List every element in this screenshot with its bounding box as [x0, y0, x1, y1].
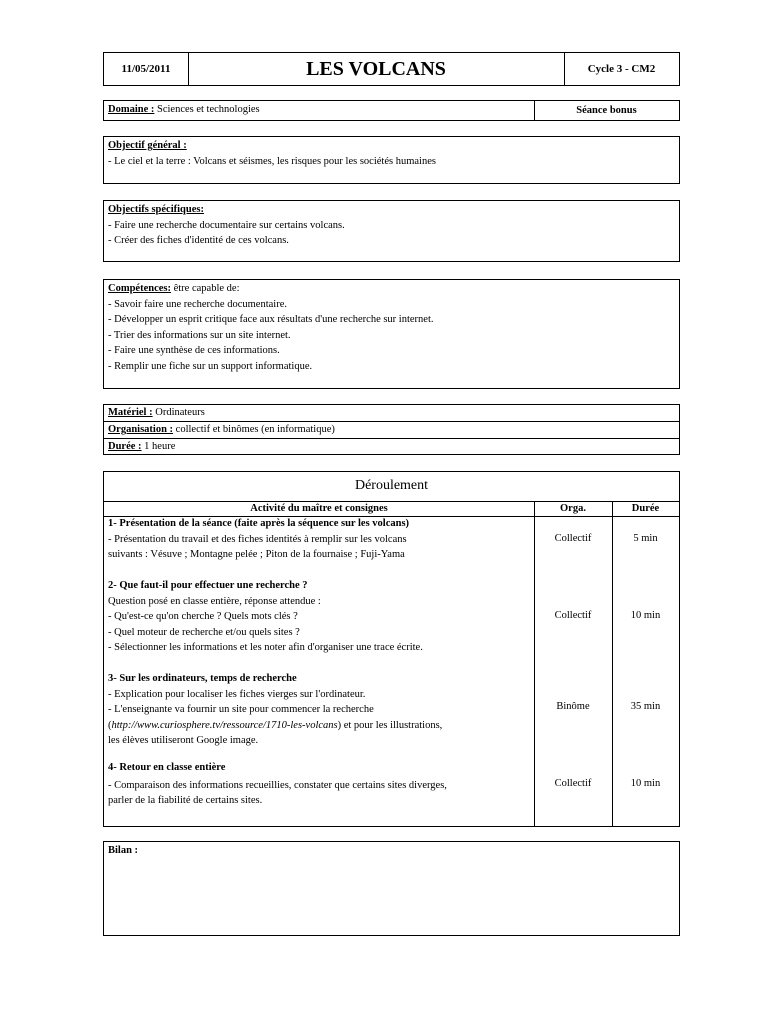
competences-label: Compétences: [108, 283, 171, 294]
cycle-cell [564, 53, 679, 85]
step-line: - L'enseignante va fournir un site pour commencer la recherche [108, 704, 374, 715]
step-line: - Qu'est-ce qu'on cherche ? Quels mots clés ? [108, 611, 298, 622]
link-open: ( [108, 719, 112, 731]
materiel-label: Matériel : [108, 407, 153, 418]
step-title: 4- Retour en classe entière [108, 762, 226, 773]
step-line: suivants : Vésuve ; Montagne pelée ; Piton de la fournaise ; Fuji-Yama [108, 549, 405, 560]
step-line: - Comparaison des informations recueillies, constater que certains sites diverges, [108, 779, 447, 791]
step-4 [108, 760, 532, 809]
competence-line: - Développer un esprit critique face aux résultats d'une recherche sur internet. [108, 314, 434, 325]
title-cell [188, 53, 564, 85]
step-duree: 10 min [630, 610, 661, 621]
step-2 [108, 578, 532, 656]
bilan-label: Bilan : [108, 845, 139, 856]
header-box [103, 52, 680, 86]
domaine-value: Sciences et technologies [154, 104, 260, 115]
step-title: 2- Que faut-il pour effectuer une recherche ? [108, 580, 308, 591]
step-title: 3- Sur les ordinateurs, temps de recherche [108, 673, 297, 684]
step-duree: 10 min [630, 778, 661, 789]
objectif-general-line: - Le ciel et la terre : Volcans et séismes, les risques pour les sociétés humaines [108, 155, 436, 167]
step-line: Question posé en classe entière, réponse attendue : [108, 595, 321, 607]
duree-label: Durée : [108, 441, 142, 452]
competence-line: - Faire une synthèse de ces informations. [108, 345, 280, 356]
duree-value: 1 heure [141, 441, 176, 452]
deroulement-table [103, 471, 680, 827]
column-header-activite: Activité du maître et consignes [250, 503, 388, 514]
deroulement-title: Déroulement [354, 478, 429, 493]
step-line: - Présentation du travail et des fiches identités à remplir sur les volcans [108, 533, 407, 545]
step-orga: Collectif [554, 533, 592, 544]
step-orga: Collectif [554, 610, 592, 621]
step-orga: Collectif [554, 778, 592, 789]
objectif-general-label: Objectif général : [108, 140, 187, 151]
seance: Séance bonus [576, 105, 637, 116]
competences-intro: être capable de: [170, 283, 240, 294]
step-title: 1- Présentation de la séance (faite après la séquence sur les volcans) [108, 518, 410, 529]
competence-line: - Savoir faire une recherche documentaire. [108, 298, 287, 310]
date: 11/05/2011 [121, 63, 171, 75]
divider [104, 438, 679, 439]
step-line: - Explication pour localiser les fiches vierges sur l'ordinateur. [108, 688, 366, 700]
step-line: - Sélectionner les informations et les noter afin d'organiser une trace écrite. [108, 642, 423, 653]
cycle: Cycle 3 - CM2 [587, 63, 656, 75]
seance-cell [534, 101, 679, 120]
step-line: parler de la fiabilité de certains sites. [108, 795, 263, 806]
objectif-specifique-line: - Faire une recherche documentaire sur certains volcans. [108, 219, 345, 231]
objectif-specifique-line: - Créer des fiches d'identité de ces volcans. [108, 235, 289, 246]
step-3 [108, 671, 532, 749]
step-duree: 35 min [630, 701, 661, 712]
objectifs-specifiques-label: Objectifs spécifiques: [108, 204, 204, 215]
resource-link[interactable]: http://www.curiosphere.tv/ressource/1710-les-volcans [111, 719, 338, 731]
step-1 [108, 516, 532, 563]
step-orga: Binôme [556, 701, 590, 712]
organisation-label: Organisation : [108, 424, 174, 435]
column-header-duree: Durée [631, 503, 660, 514]
date-cell [104, 53, 188, 85]
bilan-box [103, 841, 680, 936]
domaine-label: Domaine : [108, 104, 155, 115]
organisation-value: collectif et binômes (en informatique) [173, 424, 335, 435]
link-after: ) et pour les illustrations, [337, 719, 443, 731]
domaine-cell [108, 101, 533, 120]
step-duree: 5 min [633, 533, 658, 544]
competences-box [103, 279, 680, 389]
materiel-box [103, 404, 680, 455]
step-line: les élèves utiliseront Google image. [108, 735, 259, 746]
objectifs-specifiques-box [103, 200, 680, 262]
competence-line: - Remplir une fiche sur un support informatique. [108, 360, 313, 372]
column-header-orga: Orga. [560, 503, 586, 514]
materiel-value: Ordinateurs [152, 407, 205, 418]
step-line: - Quel moteur de recherche et/ou quels sites ? [108, 626, 300, 638]
page-title: LES VOLCANS [306, 57, 446, 80]
competence-line: - Trier des informations sur un site internet. [108, 329, 291, 341]
domaine-box [103, 100, 680, 121]
objectif-general-box [103, 136, 680, 184]
